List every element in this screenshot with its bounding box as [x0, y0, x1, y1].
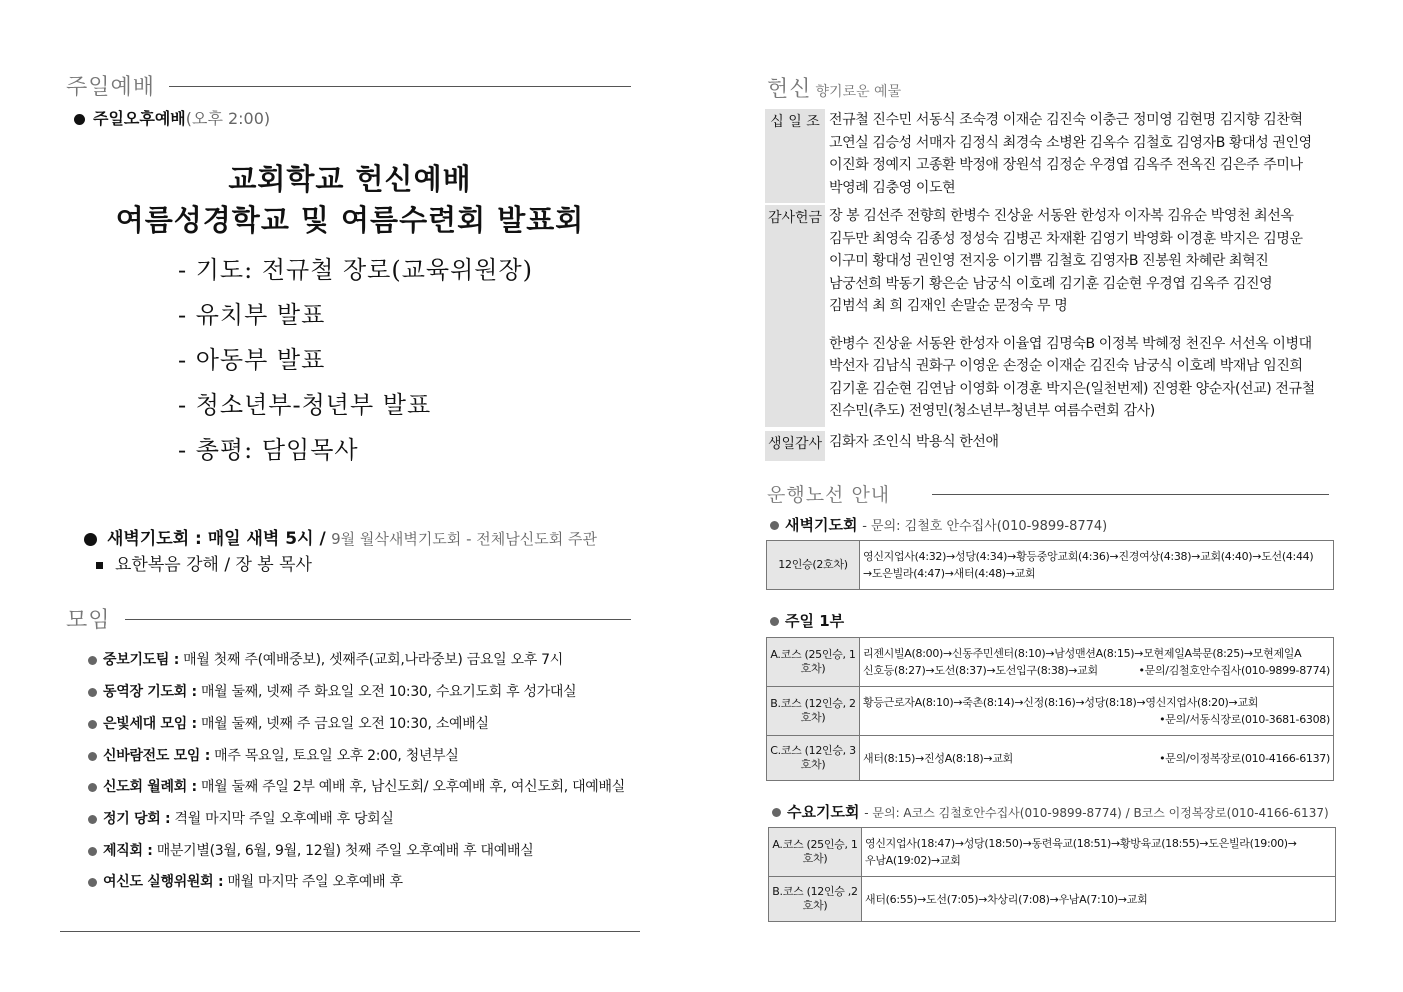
- offering-row-birthday: [765, 431, 1340, 461]
- gathering-section-header: [66, 603, 631, 634]
- route-label: B.코스 (12인승, 2호차): [767, 687, 860, 736]
- afternoon-service-line: [74, 106, 270, 129]
- routes-heading: 운행노선 안내: [767, 484, 891, 506]
- wednesday-route-table: [768, 827, 1336, 922]
- route-label: C.코스 (12인승, 3호차): [767, 736, 860, 781]
- divider: [125, 619, 631, 620]
- worship-section-header: [66, 70, 631, 101]
- bullet-icon: [88, 815, 97, 824]
- route-label: A.코스 (25인승, 1호차): [767, 638, 860, 687]
- sunday-route-header: 주일 1부: [770, 610, 844, 631]
- bullet-icon: [88, 720, 97, 729]
- bullet-icon: [770, 521, 779, 530]
- meeting-item: 정기 당회 : 격월 마지막 주일 오후예배 후 당회실: [88, 808, 394, 828]
- gathering-heading: 모임: [66, 608, 111, 633]
- dawn-prayer-detail: 9월 월삭새벽기도회 - 전체남신도회 주관: [331, 530, 597, 548]
- divider: [169, 86, 631, 87]
- dawn-route-table: [766, 540, 1334, 590]
- worship-heading: 주일예배: [66, 75, 156, 100]
- route-label: A.코스 (25인승, 1호차): [769, 828, 862, 877]
- bullet-icon: [88, 878, 97, 887]
- event-title-2: 여름성경학교 및 여름수련회 발표회: [115, 203, 585, 237]
- offering-row-tithe: [765, 109, 1340, 203]
- route-stops: 새터(8:15)→진성A(8:18)→교회 •문의/이정복장로(010-4166-6137): [860, 736, 1334, 781]
- route-label: B.코스 (12인승 ,2호차): [769, 877, 862, 922]
- bullet-icon: [770, 617, 779, 626]
- table-row: [767, 541, 1334, 590]
- service-name: 주일오후예배: [93, 109, 186, 128]
- offering-subheading: 향기로운 예물: [815, 83, 902, 100]
- table-row: [769, 877, 1336, 922]
- offering-label: 감사헌금: [765, 205, 825, 427]
- divider: [932, 494, 1329, 495]
- table-row: [767, 736, 1334, 781]
- bullet-icon: [88, 847, 97, 856]
- dawn-route-header: 새벽기도회 - 문의: 김철호 안수집사(010-9899-8774): [770, 514, 1107, 535]
- meeting-item: 신바람전도 모임 : 매주 목요일, 토요일 오후 2:00, 청년부실: [88, 745, 459, 765]
- offering-label: 생일감사: [765, 431, 825, 461]
- square-bullet-icon: [96, 562, 103, 569]
- bullet-icon: [772, 808, 781, 817]
- dawn-sub-text: 요한복음 강해 / 장 봉 목사: [115, 555, 312, 575]
- dawn-prayer-sub: [96, 550, 312, 575]
- bullet-icon: [74, 114, 85, 125]
- meeting-item: 동역장 기도회 : 매월 둘째, 넷째 주 화요일 오전 10:30, 수요기도회 후 성가대실: [88, 681, 576, 701]
- meeting-item: 신도회 월례회 : 매월 둘째 주일 2부 예배 후, 남신도회/ 오후예배 후, 여신도회, 대예배실: [88, 776, 625, 796]
- bullet-icon: [88, 783, 97, 792]
- table-row: [767, 638, 1334, 687]
- routes-section-header: [767, 480, 1329, 507]
- offering-names: 전규철 진수민 서동식 조숙경 이재순 김진숙 이충근 정미영 김현명 김지향 김찬혁 고연실 김승성 서매자 김정식 최경숙 소병완 김옥수 김철호 김영자B 황대성 권인영 이진화 정예지 고종환 박정애 장원석 김정순 우경엽 김옥주 전옥진 김은주 주미나 박영례 김충영 이도현: [829, 112, 1312, 196]
- offering-names: 김화자 조인식 박용식 한선애: [829, 434, 999, 450]
- route-stops: 영신지업사(4:32)→성당(4:34)→황등중앙교회(4:36)→진경여상(4:38)→교회(4:40)→도선(4:44) →도은빌라(4:47)→새터(4:48)→교회: [860, 541, 1334, 590]
- event-title-1: 교회학교 헌신예배: [228, 162, 472, 196]
- bullet-icon: [88, 656, 97, 665]
- program-item: - 기도: 전규철 장로(교육위원장): [178, 256, 534, 284]
- meeting-item: 은빛세대 모임 : 매월 둘째, 넷째 주 금요일 오전 10:30, 소예배실: [88, 713, 489, 733]
- bottom-divider: [60, 931, 640, 932]
- route-stops: 황등근로자A(8:10)→죽촌(8:14)→신정(8:16)→성당(8:18)→영신지업사(8:20)→교회 •문의/서동식장로(010-3681-6308): [860, 687, 1334, 736]
- offering-row-thanks: [765, 205, 1340, 427]
- offering-section-header: [767, 72, 1332, 103]
- bullet-icon: [88, 688, 97, 697]
- dawn-prayer-line: [84, 524, 597, 549]
- route-stops: 새터(6:55)→도선(7:05)→차상리(7:08)→우남A(7:10)→교회: [862, 877, 1336, 922]
- sunday-route-table: [766, 637, 1334, 781]
- service-time: (오후 2:00): [185, 109, 271, 128]
- offering-label: 십 일 조: [765, 109, 825, 203]
- program-item: - 청소년부-청년부 발표: [178, 391, 432, 419]
- bullet-icon: [88, 752, 97, 761]
- offering-heading: 헌신: [767, 77, 812, 102]
- table-row: [767, 687, 1334, 736]
- route-stops: 리젠시빌A(8:00)→신동주민센터(8:10)→남성맨션A(8:15)→모현제일A북문(8:25)→모현제일A 신호등(8:27)→도선(8:37)→도선입구(8:38)→교회 •문의/김철호안수집사(010-9899-8774): [860, 638, 1334, 687]
- dawn-prayer-main: 새벽기도회 : 매일 새벽 5시 /: [107, 529, 326, 549]
- offering-names: 장 봉 김선주 전향희 한병수 진상윤 서동완 한성자 이자복 김유순 박영천 최선옥 김두만 최영숙 김종성 정성숙 김병곤 차재환 김영기 박영화 이경훈 박지은 김명운 이구미 황대성 권인영 전지웅 이기쁨 김철호 김영자B 진봉원 차혜란 최혁진 남궁선희 박동기 황은순 남궁식 이호례 김기훈 김순현 우경엽 김옥주 김진영 김범석 최 희 김재인 손말순 문정숙 무 명 한병수 진상윤 서동완 한성자 이율엽 김명숙B 이정복 박혜정 천진우 서선옥 이병대 박선자 김남식 권화구 이영운 손정순 이재순 김진숙 남궁식 이호례 박재남 임진희 김기훈 김순현 김연남 이영화 이경훈 박지은(일천번제) 진영환 양순자(선교) 전규철 진수민(추도) 전영민(청소년부-청년부 여름수련회 감사): [829, 208, 1315, 419]
- table-row: [769, 828, 1336, 877]
- meeting-item: 여신도 실행위원회 : 매월 마지막 주일 오후예배 후: [88, 871, 403, 891]
- route-stops: 영신지업사(18:47)→성당(18:50)→동련육교(18:51)→황방육교(18:55)→도은빌라(19:00)→ 우남A(19:02)→교회: [862, 828, 1336, 877]
- meeting-item: 제직회 : 매분기별(3월, 6월, 9월, 12월) 첫째 주일 오후예배 후 대예배실: [88, 840, 533, 860]
- bullet-icon: [84, 533, 97, 546]
- program-item: - 총평: 담임목사: [178, 436, 359, 464]
- program-item: - 아동부 발표: [178, 346, 326, 374]
- wednesday-route-header: 수요기도회 - 문의: A코스 김철호안수집사(010-9899-8774) / B코스 이정복장로(010-4166-6137): [772, 801, 1329, 822]
- route-label: 12인승(2호차): [767, 541, 860, 590]
- meeting-item: 중보기도팀 : 매월 첫째 주(예배중보), 셋째주(교회,나라중보) 금요일 오후 7시: [88, 649, 563, 669]
- program-item: - 유치부 발표: [178, 301, 326, 329]
